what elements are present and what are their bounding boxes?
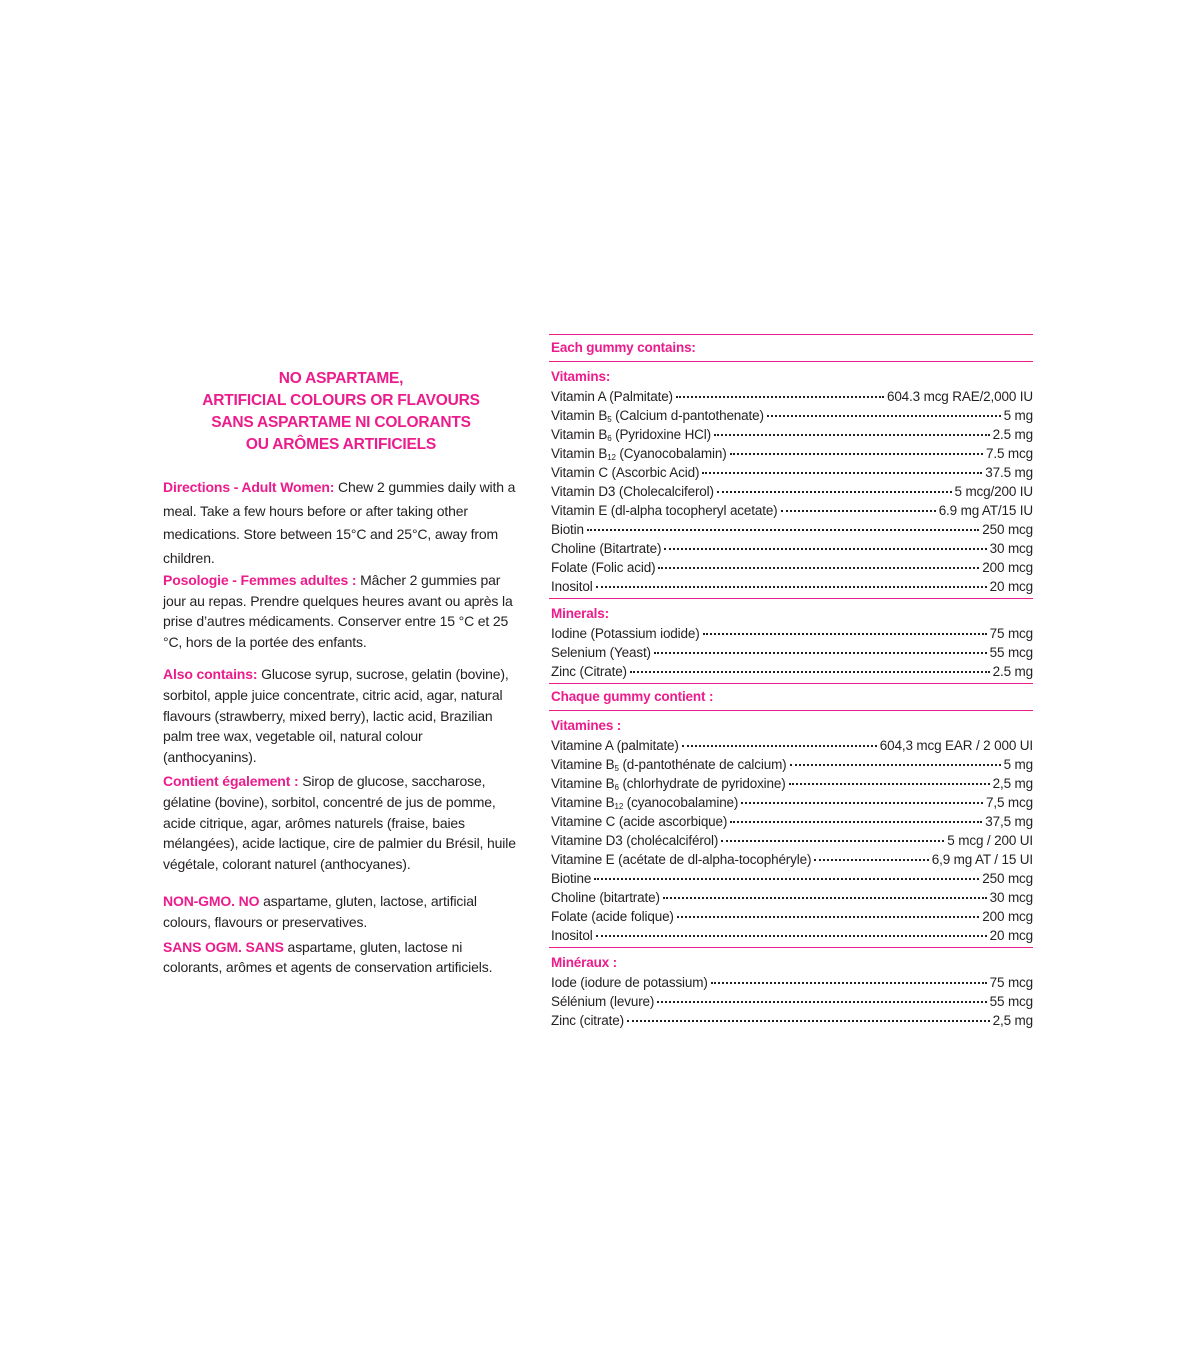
nutrient-row — [549, 793, 1033, 812]
nutrient-name: Sélénium (levure) — [551, 994, 655, 1009]
directions-paragraph — [163, 476, 519, 570]
nutrient-name: Vitamin $B_5$ (Calcium d-pantothenate) — [551, 408, 764, 424]
nutrient-row — [549, 755, 1033, 774]
nutrient-amount: 2.5 mg — [992, 427, 1033, 442]
nutrient-name: Inositol — [551, 579, 593, 594]
nutrient-amount: 200 mcg — [982, 560, 1033, 575]
dot-leader — [703, 632, 987, 635]
dot-leader — [657, 1000, 986, 1003]
nutrient-amount: 5 mcg/200 IU — [954, 484, 1033, 499]
nutrient-amount: 55 mcg — [989, 645, 1033, 660]
dot-leader — [676, 395, 884, 398]
nutrient-name: Vitamine C (acide ascorbique) — [551, 814, 728, 829]
nutrient-name: Vitamine $B_6$ (chlorhydrate de pyridoxine) — [551, 776, 786, 792]
nutrient-amount: 6.9 mg AT/15 IU — [938, 503, 1033, 518]
nutrition-table — [549, 334, 1033, 1032]
french-vitamins-title: Vitamines : — [551, 718, 622, 733]
sansogm-label: SANS OGM. SANS — [163, 938, 284, 955]
french-minerals-section — [549, 948, 1033, 1032]
nutrient-name: Vitamin D3 (Cholecalciferol) — [551, 484, 714, 499]
dot-leader — [654, 651, 987, 654]
nutrient-row — [549, 888, 1033, 907]
dot-leader — [630, 670, 990, 673]
dot-leader — [596, 585, 987, 588]
also-contains-paragraph — [163, 664, 519, 767]
dot-leader — [790, 763, 1001, 766]
nongmo-paragraph — [163, 891, 519, 932]
english-vitamins-section — [549, 362, 1033, 599]
nutrient-name: Vitamine A (palmitate) — [551, 738, 679, 753]
english-minerals-list — [549, 624, 1033, 681]
nutrient-name: Iodine (Potassium iodide) — [551, 626, 700, 641]
nutrient-amount: 37,5 mg — [985, 814, 1033, 829]
nutrient-amount: 30 mcg — [989, 890, 1033, 905]
nutrient-amount: 2,5 mg — [992, 776, 1033, 791]
nutrient-amount: 604.3 mcg RAE/2,000 IU — [886, 389, 1033, 404]
nutrient-name: Vitamine $B_{12}$ (cyanocobalamine) — [551, 795, 739, 811]
posologie-paragraph — [163, 570, 519, 652]
nutrient-row — [549, 812, 1033, 831]
french-vitamins-list — [549, 736, 1033, 945]
nutrient-name: Selenium (Yeast) — [551, 645, 651, 660]
dot-leader — [789, 782, 990, 785]
contient-label: Contient également : — [163, 773, 299, 790]
posologie-text: Mâcher 2 gummies par jour au repas. Prendre quelques heures avant ou après la prise d’autres médicaments. Conserver entre 15 °C et 25 °C, hors de la portée des enfants. — [163, 572, 513, 650]
dot-leader — [682, 744, 877, 747]
nutrient-row — [549, 539, 1033, 558]
also-contains-text: Glucose syrup, sucrose, gelatin (bovine), sorbitol, apple juice concentrate, citric acid, agar, natural flavours (strawberry, mixed berry), lactic acid, Brazilian palm tree wax, vegetable oil, natural colour (anthocyanins). — [163, 666, 509, 765]
nutrient-amount: 20 mcg — [989, 928, 1033, 943]
english-header: Each gummy contains: — [549, 334, 1033, 362]
nutrient-amount: 5 mg — [1003, 408, 1033, 423]
nutrient-amount: 20 mcg — [989, 579, 1033, 594]
nutrient-amount: 37.5 mg — [985, 465, 1033, 480]
nutrient-name: Biotin — [551, 522, 584, 537]
dot-leader — [814, 858, 928, 861]
nutrient-row — [549, 482, 1033, 501]
dot-leader — [664, 547, 986, 550]
nutrient-amount: 75 mcg — [989, 975, 1033, 990]
nutrient-name: Zinc (Citrate) — [551, 664, 627, 679]
directions-text: Chew 2 gummies daily with a meal. Take a few hours before or after taking other medications. Store between 15°C and 25°C, away from children. — [163, 479, 516, 566]
dot-leader — [663, 896, 987, 899]
nutrient-row — [549, 577, 1033, 596]
dot-leader — [741, 801, 983, 804]
claim-line: SANS ASPARTAME NI COLORANTS — [211, 414, 471, 431]
nutrient-name: Vitamin C (Ascorbic Acid) — [551, 465, 700, 480]
nutrient-row — [549, 463, 1033, 482]
posologie-label: Posologie - Femmes adultes : — [163, 572, 357, 588]
claim-line: ARTIFICIAL COLOURS OR FLAVOURS — [202, 392, 480, 409]
nutrient-name: Vitamin E (dl-alpha tocopheryl acetate) — [551, 503, 778, 518]
nutrient-row — [549, 736, 1033, 755]
nutrient-amount: 200 mcg — [982, 909, 1033, 924]
nutrient-name: Vitamin $B_6$ (Pyridoxine HCl) — [551, 427, 711, 443]
nutrient-row — [549, 907, 1033, 926]
nutrient-amount: 7.5 mcg — [986, 446, 1033, 461]
nutrient-name: Choline (Bitartrate) — [551, 541, 662, 556]
dot-leader — [717, 490, 952, 493]
nutrient-amount: 604,3 mcg EAR / 2 000 UI — [879, 738, 1033, 753]
dot-leader — [767, 414, 1001, 417]
claim-line: OU ARÔMES ARTIFICIELS — [245, 436, 437, 453]
also-contains-label: Also contains: — [163, 666, 258, 683]
nutrient-name: Inositol — [551, 928, 593, 943]
english-vitamins-list — [549, 387, 1033, 596]
english-minerals-title: Minerals: — [551, 606, 609, 621]
nutrient-amount: 30 mcg — [989, 541, 1033, 556]
nutrient-row — [549, 774, 1033, 793]
nutrient-name: Biotine — [551, 871, 592, 886]
nutrient-amount: 250 mcg — [982, 871, 1033, 886]
nutrient-amount: 5 mcg / 200 UI — [947, 833, 1033, 848]
nutrient-name: Folate (acide folique) — [551, 909, 674, 924]
nutrient-name: Folate (Folic acid) — [551, 560, 656, 575]
nutrient-name: Vitamine D3 (cholécalciférol) — [551, 833, 719, 848]
french-minerals-title: Minéraux : — [551, 955, 618, 970]
nutrient-row — [549, 406, 1033, 425]
nutrient-name: Vitamine E (acétate de dl-alpha-tocophéryle) — [551, 852, 812, 867]
dot-leader — [627, 1019, 990, 1022]
nutrient-name: Iode (iodure de potassium) — [551, 975, 708, 990]
english-minerals-section — [549, 599, 1033, 683]
nutrient-row — [549, 1011, 1033, 1030]
nutrient-row — [549, 558, 1033, 577]
nutrient-row — [549, 850, 1033, 869]
nutrient-row — [549, 643, 1033, 662]
nutrient-row — [549, 926, 1033, 945]
nutrient-row — [549, 501, 1033, 520]
nutrient-amount: 7,5 mcg — [986, 795, 1033, 810]
nutrient-name: Vitamin $B_{12}$ (Cyanocobalamin) — [551, 446, 727, 462]
nutrient-name: Vitamin A (Palmitate) — [551, 389, 673, 404]
dot-leader — [714, 433, 990, 436]
nutrient-amount: 250 mcg — [982, 522, 1033, 537]
dot-leader — [596, 934, 987, 937]
nutrient-row — [549, 425, 1033, 444]
dot-leader — [730, 452, 983, 455]
nutrient-row — [549, 387, 1033, 406]
nutrient-row — [549, 444, 1033, 463]
nutrient-amount: 2,5 mg — [992, 1013, 1033, 1028]
french-minerals-list — [549, 973, 1033, 1030]
french-vitamins-section — [549, 711, 1033, 948]
dot-leader — [677, 915, 979, 918]
nutrient-amount: 55 mcg — [989, 994, 1033, 1009]
dot-leader — [721, 839, 944, 842]
claim-line: NO ASPARTAME, — [278, 370, 404, 387]
nutrient-amount: 2.5 mg — [992, 664, 1033, 679]
left-column — [163, 368, 519, 978]
nongmo-label: NON-GMO. NO — [163, 893, 260, 910]
dot-leader — [711, 981, 987, 984]
nutrient-name: Vitamine $B_5$ (d-pantothénate de calcium) — [551, 757, 787, 773]
nutrient-amount: 5 mg — [1003, 757, 1033, 772]
claims-block — [163, 368, 519, 456]
nutrient-row — [549, 973, 1033, 992]
dot-leader — [658, 566, 979, 569]
nongmo-text: aspartame, gluten, lactose, artificial colours, flavours or preservatives. — [163, 893, 477, 930]
nutrient-row — [549, 869, 1033, 888]
english-vitamins-title: Vitamins: — [551, 369, 611, 384]
dot-leader — [702, 471, 982, 474]
dot-leader — [594, 877, 979, 880]
nutrient-amount: 75 mcg — [989, 626, 1033, 641]
nutrient-amount: 6,9 mg AT / 15 UI — [931, 852, 1033, 867]
nutrient-name: Zinc (citrate) — [551, 1013, 624, 1028]
dot-leader — [587, 528, 979, 531]
french-header: Chaque gummy contient : — [549, 683, 1033, 711]
dot-leader — [781, 509, 936, 512]
sansogm-text: aspartame, gluten, lactose ni colorants, arômes et agents de conservation artificiels. — [163, 938, 493, 976]
nutrient-row — [549, 992, 1033, 1011]
sansogm-paragraph — [163, 937, 519, 978]
nutrient-row — [549, 662, 1033, 681]
dot-leader — [730, 820, 982, 823]
contient-text: Sirop de glucose, saccharose, gélatine (bovine), sorbitol, concentré de jus de pomme, acide citrique, agar, arômes naturels (fraise, baies mélangées), acide lactique, cire de palmier du Brésil, huile végétale, colorant naturel (anthocyanes). — [163, 773, 516, 872]
nutrient-row — [549, 624, 1033, 643]
directions-label: Directions - Adult Women: — [163, 479, 335, 495]
nutrient-row — [549, 831, 1033, 850]
nutrient-name: Choline (bitartrate) — [551, 890, 660, 905]
nutrient-row — [549, 520, 1033, 539]
contient-paragraph — [163, 771, 519, 874]
